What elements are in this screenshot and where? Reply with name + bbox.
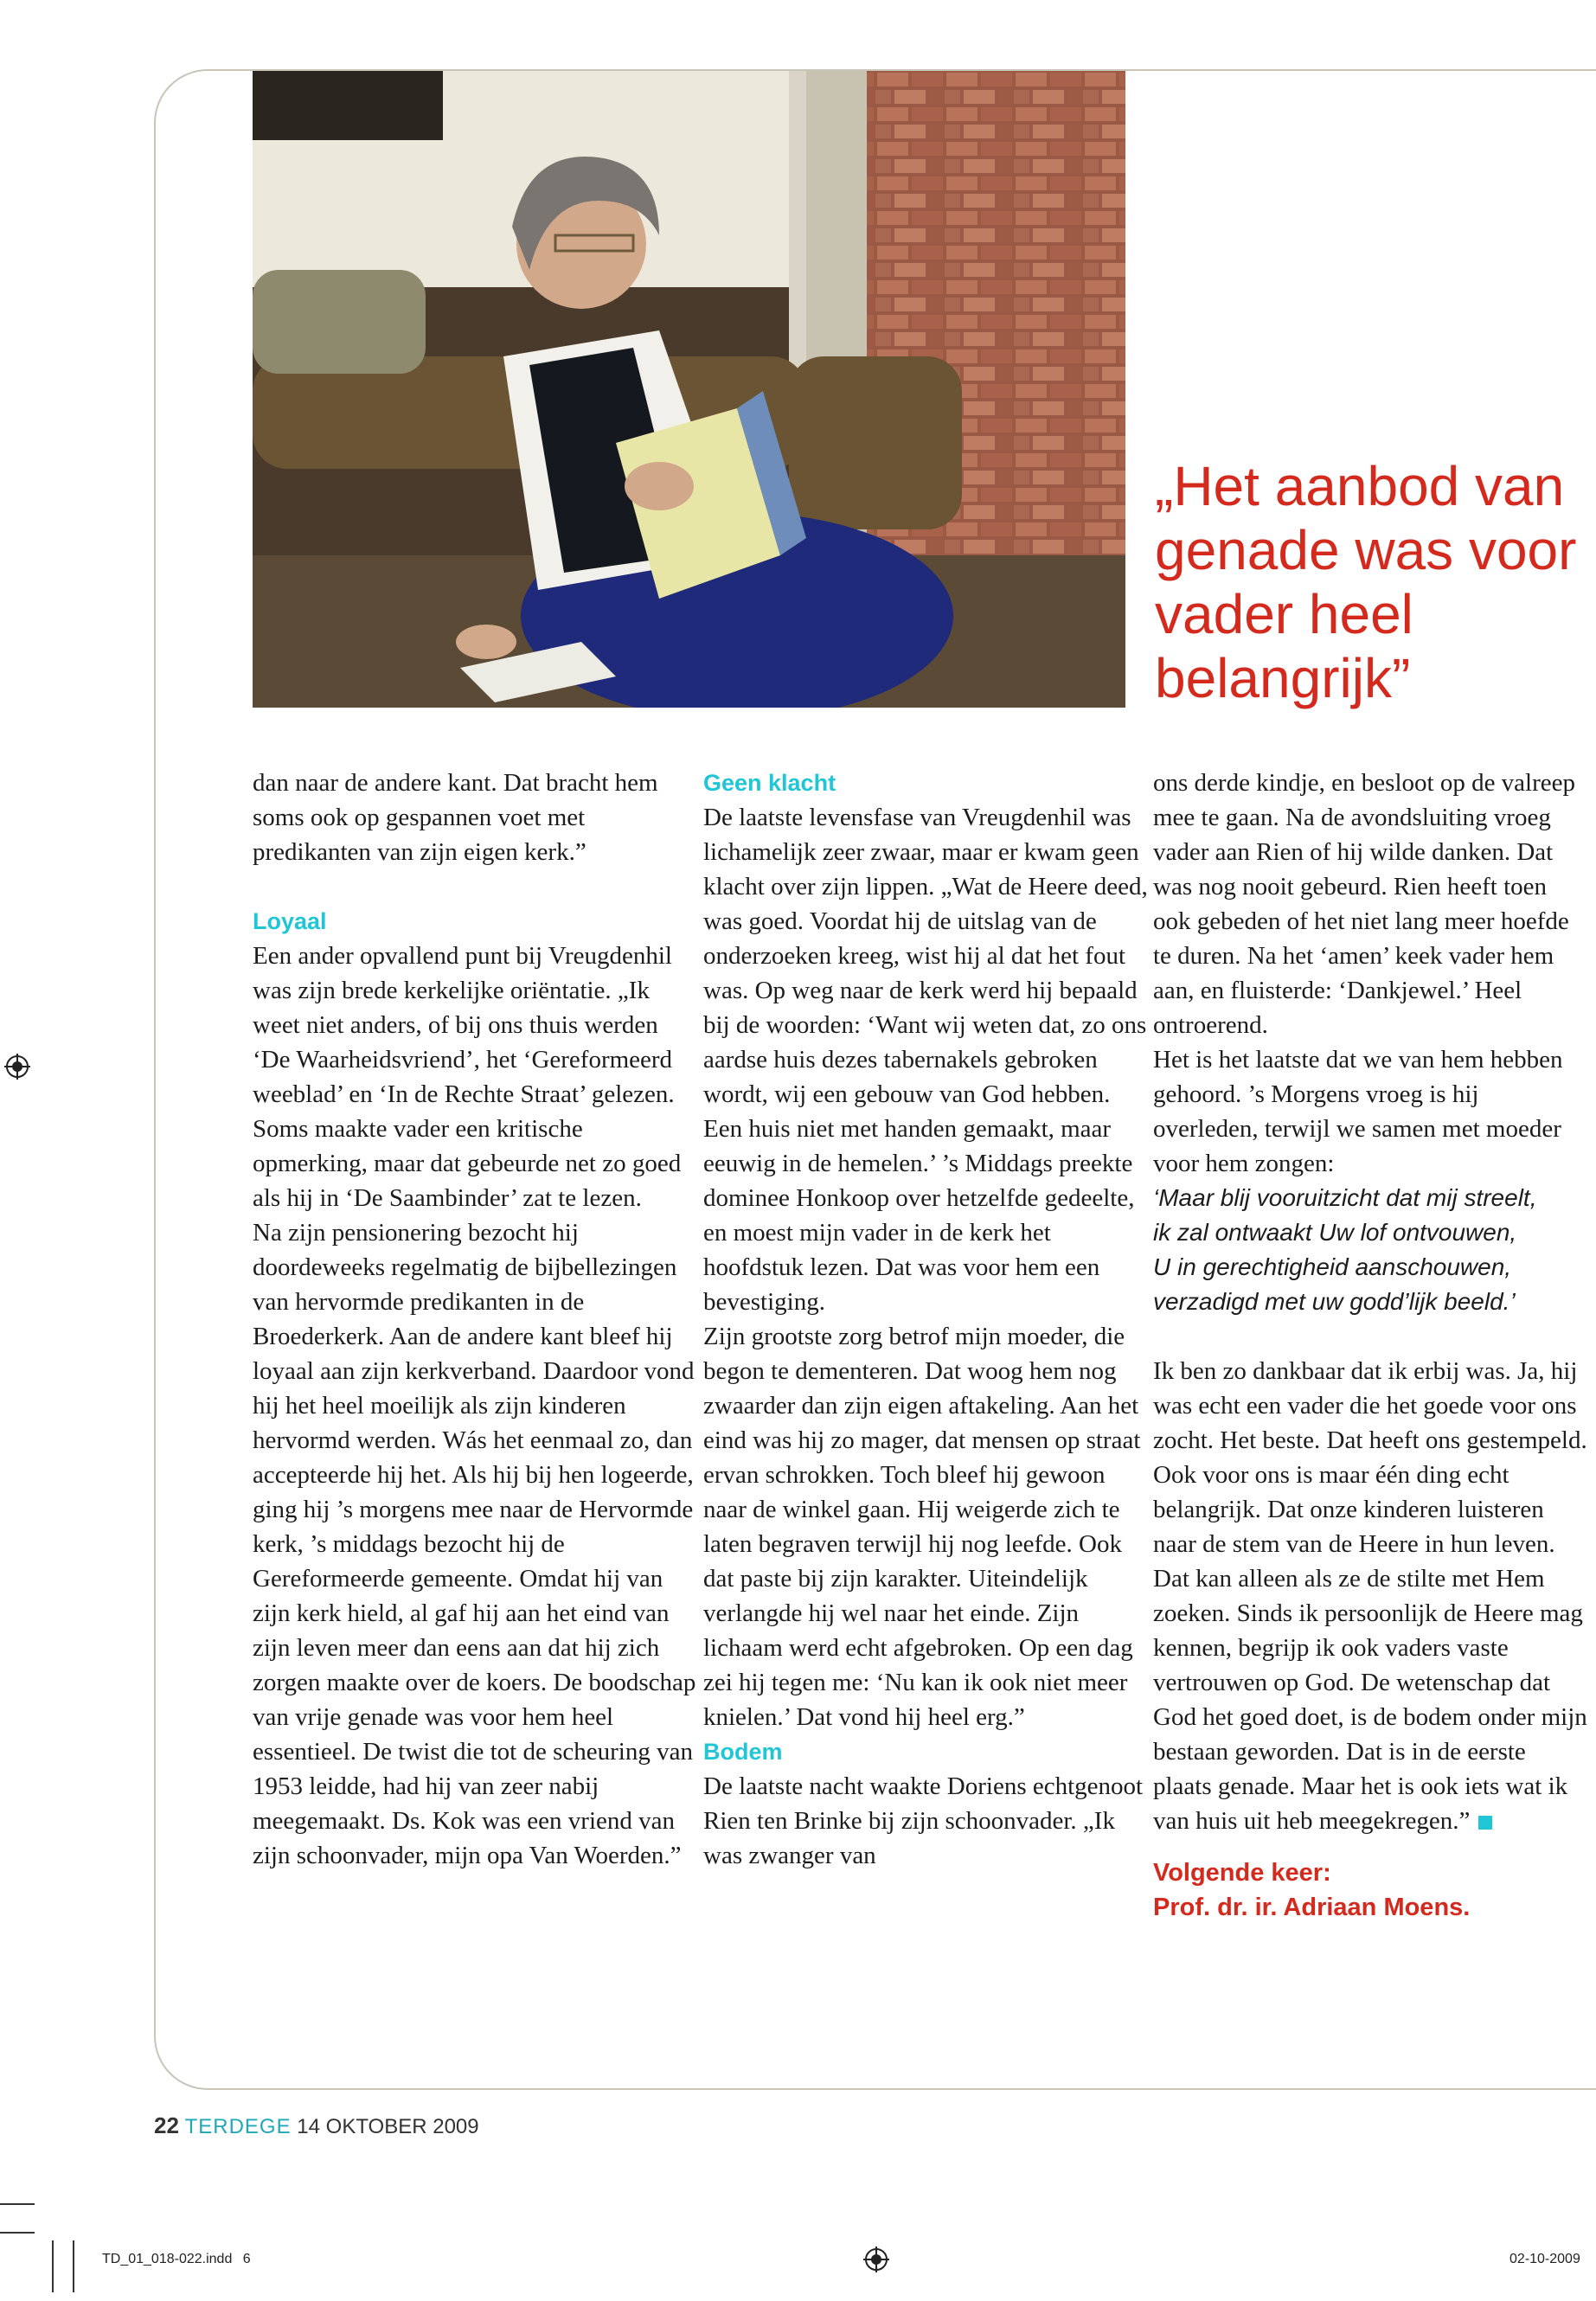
next-issue-name: Prof. dr. ir. Adriaan Moens. [1153, 1894, 1471, 1921]
magazine-name: TERDEGE [184, 2115, 292, 2138]
paragraph: ons derde kindje, en besloot op de valreep mee te gaan. Na de avondsluiting vroeg vader aan Rien of hij wilde danken. Dat was nog nooit gebeurd. Rien heeft toen ook gebeden of het niet lang meer hoefde te duren. Na het ‘amen’ keek vader hem aan, en fluisterde: ‘Dankjewel.’ Heel ontroerend. [1153, 769, 1576, 1039]
slug-filename: TD_01_018-022.indd [102, 2252, 233, 2266]
subheading-bodem: Bodem [703, 1739, 783, 1765]
pull-quote: „Het aanbod van genade was voor vader heel belangrijk” [1155, 455, 1577, 709]
end-of-article-square-icon [1478, 1816, 1492, 1830]
psalm-line: verzadigd met uw godd’lijk beeld.’ [1153, 1288, 1516, 1315]
paragraph: De laatste levensfase van Vreugdenhil was lichamelijk zeer zwaar, maar er kwam geen klacht over zijn lippen. „Wat de Heere deed, was goed. Voordat hij de uitslag van de onderzoeken kreeg, wist hij al dat het fout was. Op weg naar de kerk werd hij bepaald bij de woorden: ‘Want wij weten dat, zo ons aardse huis dezes tabernakels gebroken wordt, wij een gebouw van God hebben. Een huis niet met handen gemaakt, maar eeuwig in de hemelen.’ ’s Middags preekte dominee Honkoop over hetzelfde gedeelte, en moest mijn vader in de kerk het hoofdstuk lezen. Dat was voor hem een bevestiging. [703, 804, 1148, 1316]
registration-mark-icon [863, 2247, 889, 2272]
subheading-geen-klacht: Geen klacht [703, 770, 836, 796]
paragraph: Een ander opvallend punt bij Vreugdenhil was zijn brede kerkelijke oriëntatie. „Ik weet niet anders, of bij ons thuis werden ‘De Waarheidsvriend’, het ‘Gereformeerd weeblad’ en ‘In de Rechte Straat’ gelezen. Soms maakte vader een kritische opmerking, maar dat gebeurde net zo goed als hij in ‘De Saambinder’ zat te lezen. [253, 942, 682, 1212]
next-issue-teaser [1153, 1856, 1590, 1925]
slug-page: 6 [242, 2252, 251, 2266]
psalm-line: U in gerechtigheid aanschouwen, [1153, 1253, 1512, 1280]
closing-paragraph-text: Ik ben zo dankbaar dat ik erbij was. Ja, hij was echt een vader die het goede voor ons zocht. Het beste. Dat heeft ons gestempeld. Ook voor ons is maar één ding echt belangrijk. Dat onze kinderen luisteren naar de stem van de Heere in hun leven. Dat kan alleen als ze de stilte met Hem zoeken. Sinds ik persoonlijk de Heere mag kennen, begrijp ik ook vaders vaste vertrouwen op God. De wetenschap dat God het goed doet, is de bodem onder mijn bestaan geworden. Dat is in de eerste plaats genade. Maar het is ook iets wat ik van huis uit heb meegekregen.” [1153, 1357, 1587, 1835]
paragraph: Zijn grootste zorg betrof mijn moeder, die begon te dementeren. Dat woog hem nog zwaarder dan zijn eigen aftakeling. Aan het eind was hij zo mager, dat mensen op straat ervan schrokken. Toch bleef hij gewoon naar de winkel gaan. Hij weigerde zich te laten begraven terwijl hij nog leefde. Ook dat paste bij zijn karakter. Uiteindelijk verlangde hij wel naar het einde. Zijn lichaam werd echt afgebroken. Op een dag zei hij tegen me: ‘Nu kan ik ook niet meer knielen.’ Dat vond hij heel erg.” [703, 1323, 1141, 1731]
crop-mark [73, 2240, 74, 2292]
registration-mark-icon [4, 1054, 30, 1080]
psalm-line: ik zal ontwaakt Uw lof ontvouwen, [1153, 1219, 1517, 1246]
paragraph: Het is het laatste dat we van hem hebben gehoord. ’s Morgens vroeg is hij overleden, terwijl we samen met moeder voor hem zongen: [1153, 1046, 1563, 1177]
slug-file [102, 2252, 251, 2267]
psalm-line: ‘Maar blij vooruitzicht dat mij streelt, [1153, 1184, 1537, 1211]
issue-date: 14 OKTOBER 2009 [297, 2115, 479, 2138]
paragraph: dan naar de andere kant. Dat bracht hem soms ook op gespannen voet met predikanten van zijn eigen kerk.” [253, 769, 658, 866]
paragraph [1153, 1354, 1590, 1838]
article-column-3 [1153, 766, 1590, 1925]
crop-mark [0, 2203, 35, 2205]
paragraph: Na zijn pensionering bezocht hij doordeweeks regelmatig de bijbellezingen van hervormde predikanten in de Broederkerk. Aan de andere kant bleef hij loyaal aan zijn kerkverband. Daardoor vond hij het heel moeilijk als zijn kinderen hervormd werden. Wás het eenmaal zo, dan accepteerde hij het. Als hij bij hen logeerde, ging hij ’s morgens mee naar de Hervormde kerk, ’s middags bezocht hij de Gereformeerde gemeente. Omdat hij van zijn kerk hield, al gaf hij aan het eind van zijn leven meer dan eens aan dat hij zich zorgen maakte over de koers. De boodschap van vrije genade was voor hem heel essentieel. De twist die tot de scheuring van 1953 leidde, had hij van zeer nabij meegemaakt. Ds. Kok was een vriend van zijn schoonvader, mijn opa Van Woerden.” [253, 1219, 696, 1869]
page-number: 22 [154, 2112, 179, 2138]
psalm-quote [1153, 1181, 1590, 1319]
woman-reading-photo-illustration [253, 71, 1125, 708]
article-column-2 [703, 766, 1149, 1873]
paragraph: De laatste nacht waakte Doriens echtgenoot Rien ten Brinke bij zijn schoonvader. „Ik was zwanger van [703, 1772, 1144, 1869]
crop-mark [52, 2240, 54, 2292]
next-issue-label: Volgende keer: [1153, 1859, 1331, 1887]
subheading-loyaal: Loyaal [253, 908, 327, 934]
article-photo [253, 71, 1125, 708]
crop-mark [0, 2232, 35, 2234]
article-column-1 [253, 766, 698, 1873]
page-folio [154, 2112, 479, 2139]
slug-date: 02-10-2009 [1509, 2252, 1580, 2266]
